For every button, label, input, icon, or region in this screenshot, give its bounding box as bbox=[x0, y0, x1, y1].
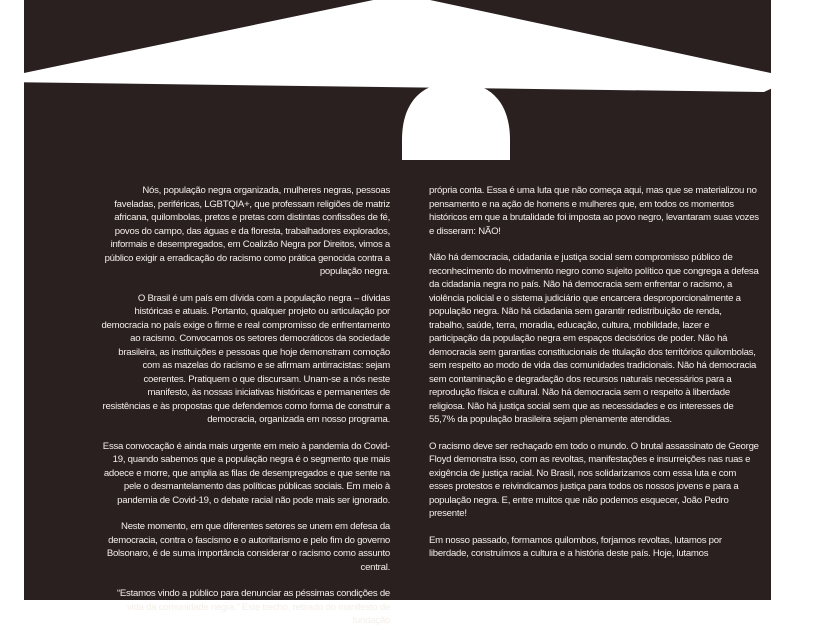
manifesto-paragraph: “Estamos vindo a público para denunciar as péssimas condições de vida da comunidade negra.” Este trecho, retirado do manifesto de fundação bbox=[116, 588, 390, 626]
manifesto-column-right bbox=[429, 184, 759, 574]
manifesto-paragraph: O Brasil é um país em dívida com a população negra – dívidas históricas e atuais. Portanto, qualquer projeto ou articulação por democracia no país exige o firme e real compromisso de enfrentamento ao racismo. Convocamos os setores democráticos da sociedade brasileira, as instituições e pessoas que hoje demonstram comoção com as mazelas do racismo e se afirmam antirracistas: sejam coerentes. Pratiquem o que discursam. Unam-se a nós neste manifesto, às nossas iniciativas históricas e permanentes de resistências e às propostas que defendemos como forma de construir a democracia, organizada em nosso programa. bbox=[101, 292, 390, 425]
manifesto-paragraph: própria conta. Essa é uma luta que não começa aqui, mas que se materializou no pensamento e na ação de homens e mulheres que, em todos os momentos históricos em que a brutalidade foi imposta ao povo negro, levantaram suas vozes e disseram: NÃO! bbox=[429, 185, 759, 237]
manifesto-column-left bbox=[100, 184, 390, 641]
emblem-diamond bbox=[0, 0, 794, 78]
manifesto-paragraph: Não há democracia, cidadania e justiça social sem compromisso público de reconhecimento do movimento negro como sujeito político que congrega a defesa da cidadania negra no país. Não há democracia sem enfrentar o racismo, a violência policial e o sistema judiciário que encarcera desproporcionalmente a população negra. Não há cidadania sem garantir redistribuição de renda, trabalho, saúde, terra, moradia, educação, cultura, mobilidade, lazer e participação da população negra em espaços decisórios de poder. Não há democracia sem garantias constitucionais de titulação dos territórios quilombolas, sem respeito ao modo de vida das comunidades tradicionais. Não há democracia sem contaminação e degradação dos recursos naturais necessários para a reprodução física e cultural. Não há democracia sem o respeito à liberdade religiosa. Não há justiça social sem que as necessidades e os interesses de 55,7% da população brasileira sejam plenamente atendidas. bbox=[429, 252, 759, 425]
emblem-globe-arc bbox=[402, 82, 510, 160]
manifesto-paragraph: Nós, população negra organizada, mulheres negras, pessoas faveladas, periféricas, LGBTQIA+, que professam religiões de matriz africana, quilombolas, pretos e pretas com distintas confissões de fé, povos do campo, das águas e da floresta, trabalhadores explorados, informais e desempregados, em Coalizão Negra por Direitos, vimos a público exigir a erradicação do racismo como prática genocida contra a população negra. bbox=[104, 185, 390, 277]
manifesto-paragraph: Essa convocação é ainda mais urgente em meio à pandemia do Covid-19, quando sabemos que a população negra é o segmento que mais adoece e morre, que amplia as filas de desempregados e que sente na pele o desmantelamento das políticas públicas sociais. Em meio à pandemia de Covid-19, o debate racial não pode mais ser ignorado. bbox=[102, 440, 390, 506]
manifesto-page bbox=[24, 0, 771, 626]
flag-diamond-icon bbox=[24, 0, 819, 170]
manifesto-paragraph: O racismo deve ser rechaçado em todo o mundo. O brutal assassinato de George Floyd demonstra isso, com as revoltas, manifestações e insurreições nas ruas e exigência de justiça racial. No Brasil, nos solidarizamos com essa luta e com esses protestos e reivindicamos justiça para todos os nossos jovens e para a população negra. E, entre muitos que não podemos esquecer, João Pedro presente! bbox=[429, 440, 759, 519]
manifesto-paragraph: Neste momento, em que diferentes setores se unem em defesa da democracia, contra o fascismo e o autoritarismo e pelo fim do governo Bolsonaro, é de suma importância considerar o racismo como assunto central. bbox=[106, 521, 390, 573]
manifesto-paragraph: Em nosso passado, formamos quilombos, forjamos revoltas, lutamos por liberdade, construímos a cultura e a história deste país. Hoje, lutamos bbox=[429, 534, 722, 559]
emblem-band bbox=[0, 78, 794, 92]
